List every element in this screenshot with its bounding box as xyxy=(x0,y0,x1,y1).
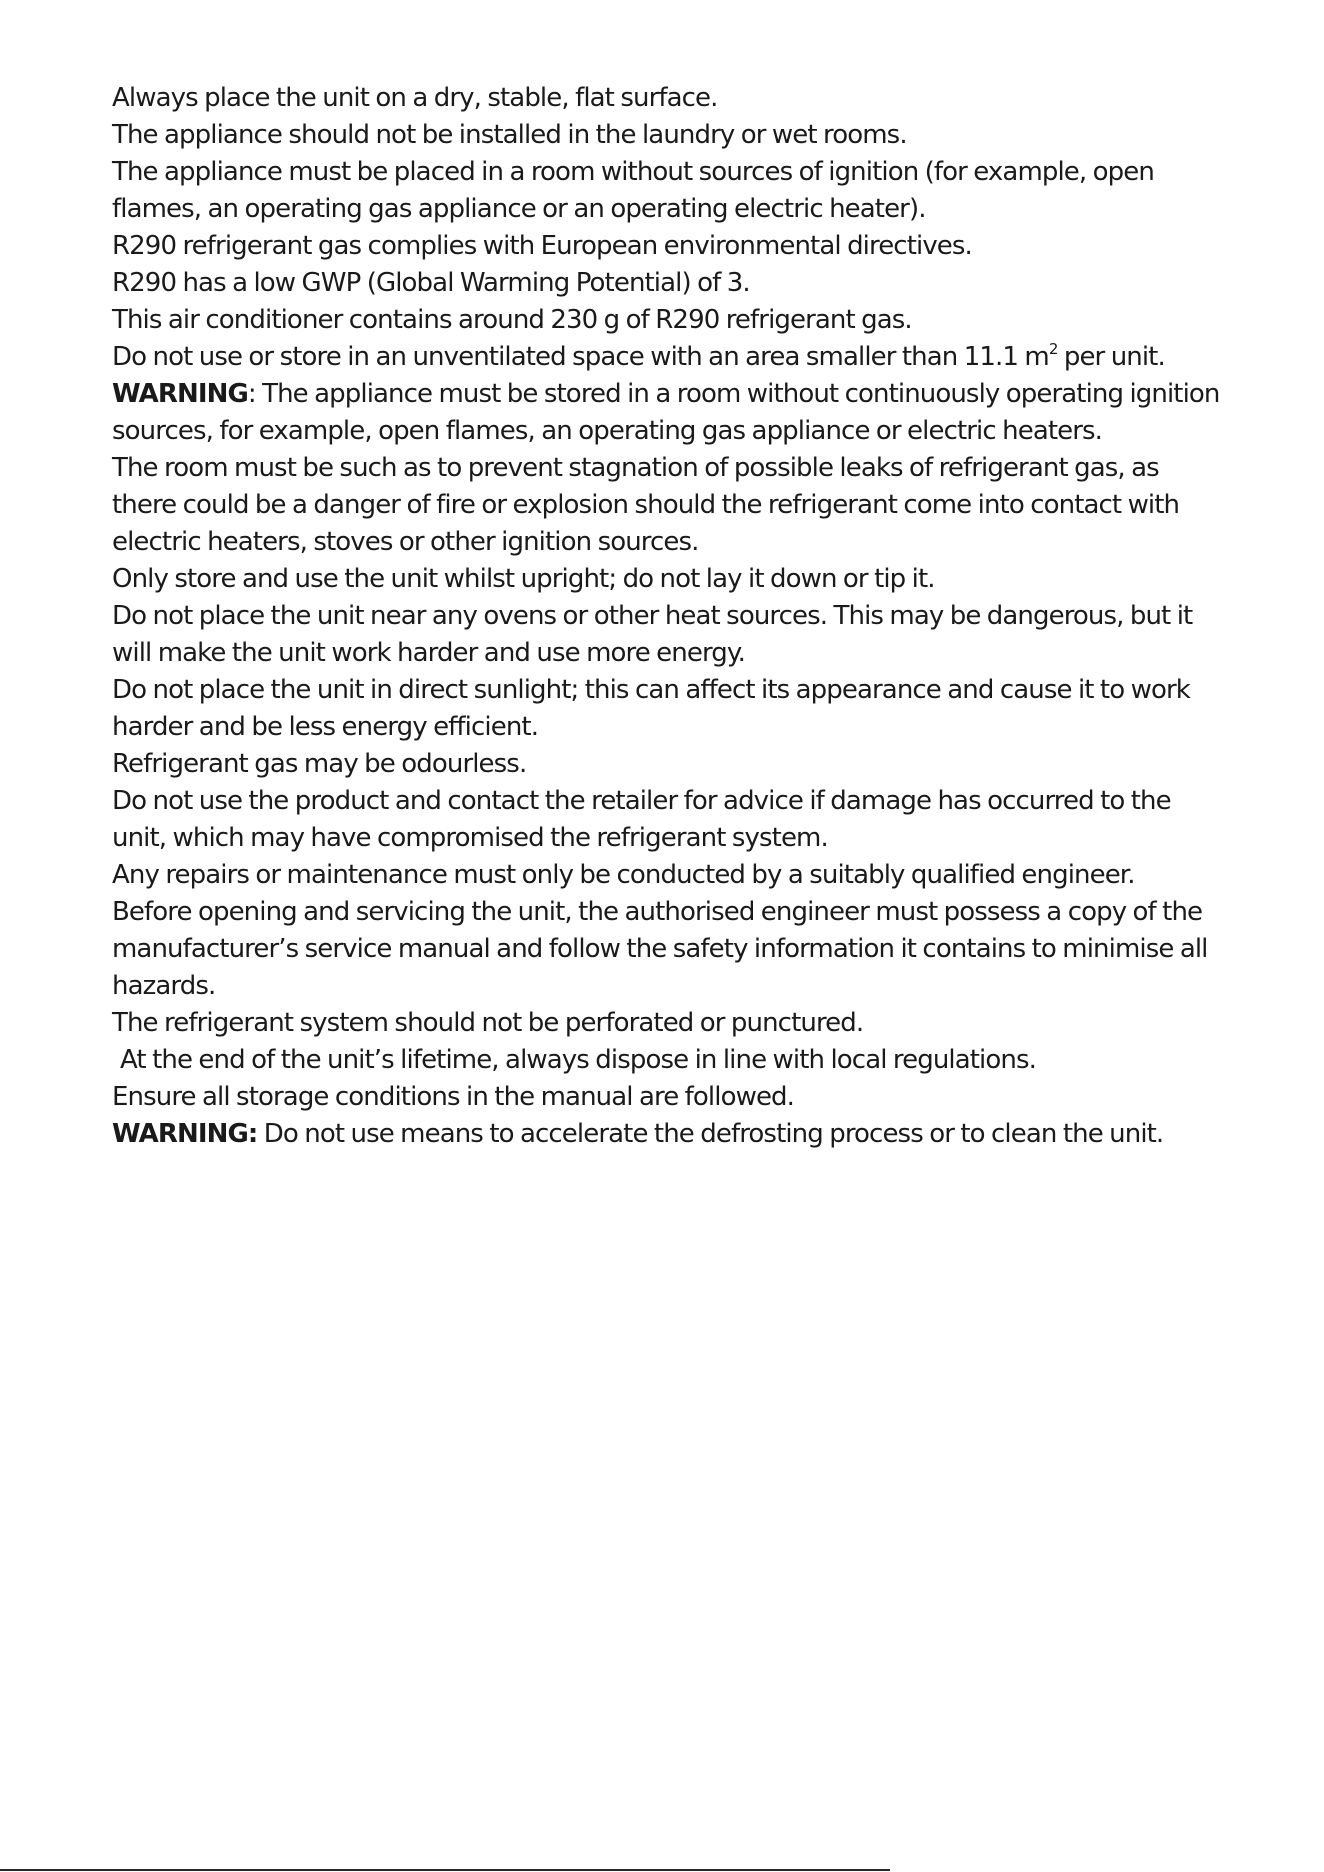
warning-label: WARNING: xyxy=(112,1119,258,1149)
footer-divider xyxy=(0,1869,890,1871)
paragraph-r290-directives: R290 refrigerant gas complies with European environmental directives. xyxy=(112,231,972,261)
warning-label: WARNING xyxy=(112,379,248,409)
paragraph-r290-gwp: R290 has a low GWP (Global Warming Potential) of 3. xyxy=(112,268,750,298)
paragraph-perforation: The refrigerant system should not be perforated or punctured. xyxy=(112,1008,864,1038)
document-body xyxy=(112,80,1224,1153)
paragraph-disposal: At the end of the unit’s lifetime, always dispose in line with local regulations. xyxy=(120,1045,1036,1075)
paragraph-damage: Do not use the product and contact the retailer for advice if damage has occurred to the unit, which may have compromised the refrigerant system. xyxy=(112,786,1171,853)
superscript-squared: 2 xyxy=(1048,340,1058,358)
paragraph-odourless: Refrigerant gas may be odourless. xyxy=(112,749,527,779)
paragraph-room-stagnation: The room must be such as to prevent stagnation of possible leaks of refrigerant gas, as there could be a danger of fire or explosion should the refrigerant come into contact with electric heaters, stoves or other ignition sources. xyxy=(112,453,1180,557)
paragraph-servicing: Before opening and servicing the unit, the authorised engineer must possess a copy of the manufacturer’s service manual and follow the safety information it contains to minimise all hazards. xyxy=(112,897,1208,1001)
paragraph-warning-storage: WARNING: The appliance must be stored in a room without continuously operating ignition sources, for example, open flames, an operating gas appliance or electric heaters. xyxy=(112,379,1220,446)
paragraph-heat-sources: Do not place the unit near any ovens or other heat sources. This may be dangerous, but it will make the unit work harder and use more energy. xyxy=(112,601,1193,668)
paragraph-upright: Only store and use the unit whilst upright; do not lay it down or tip it. xyxy=(112,564,935,594)
paragraph-ignition-sources: The appliance must be placed in a room without sources of ignition (for example, open flames, an operating gas appliance or an operating electric heater). xyxy=(112,157,1154,224)
paragraph-gas-amount: This air conditioner contains around 230 g of R290 refrigerant gas. xyxy=(112,305,912,335)
paragraph-wet-rooms: The appliance should not be installed in the laundry or wet rooms. xyxy=(112,120,907,150)
paragraph-room-area: Do not use or store in an unventilated space with an area smaller than 11.1 $m^2$ per unit. xyxy=(112,340,1165,372)
paragraph-warning-defrost: WARNING: Do not use means to accelerate the defrosting process or to clean the unit. xyxy=(112,1119,1164,1149)
paragraph-sunlight: Do not place the unit in direct sunlight; this can affect its appearance and cause it to work harder and be less energy efficient. xyxy=(112,675,1190,742)
paragraph-storage-conditions: Ensure all storage conditions in the manual are followed. xyxy=(112,1082,795,1112)
paragraph-placement: Always place the unit on a dry, stable, flat surface. xyxy=(112,83,718,113)
paragraph-repairs: Any repairs or maintenance must only be conducted by a suitably qualified engineer. xyxy=(112,860,1135,890)
